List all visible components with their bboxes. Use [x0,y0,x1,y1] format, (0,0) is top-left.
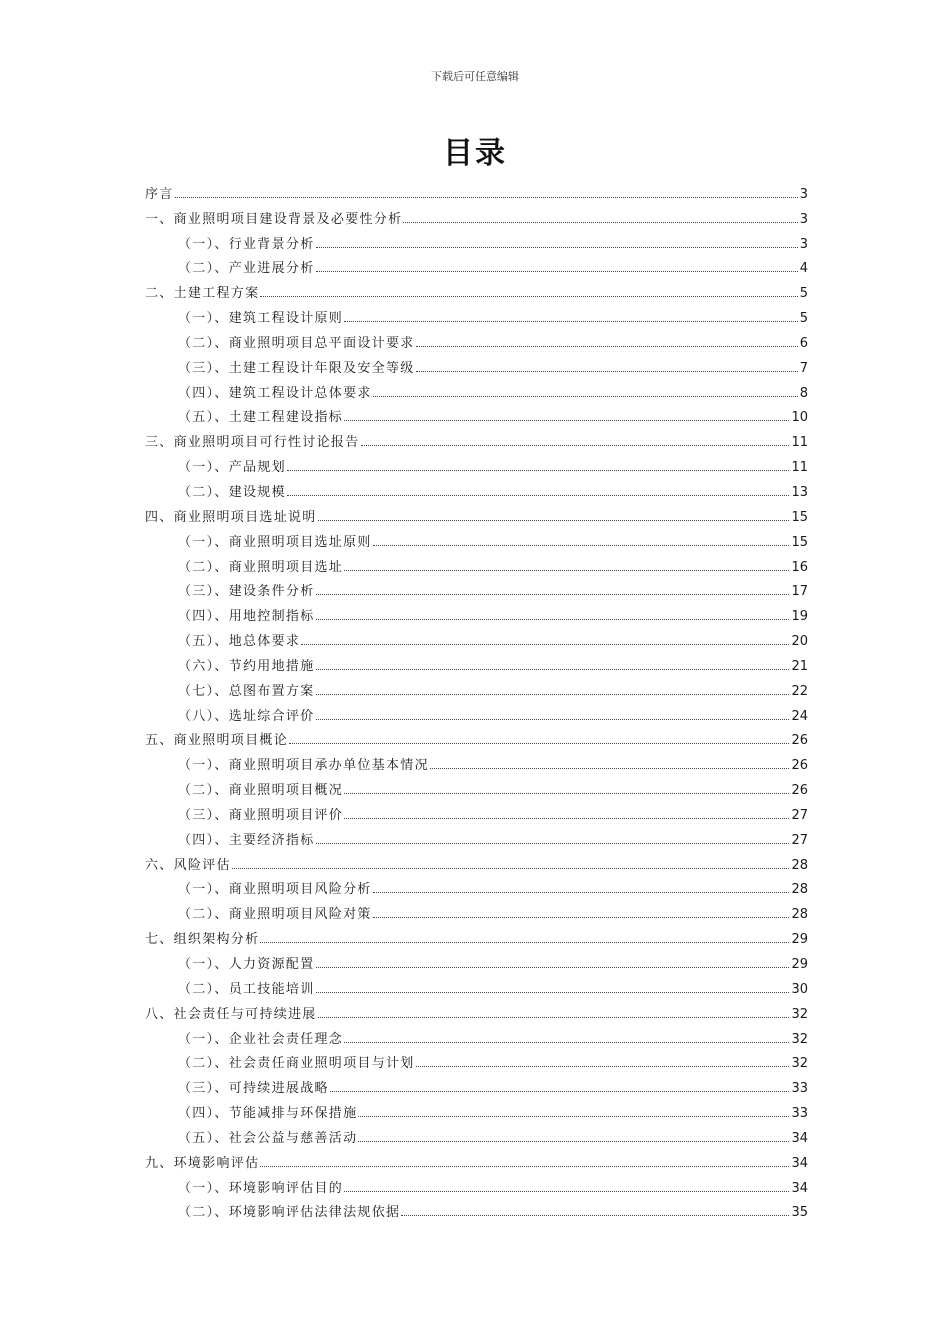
toc-entry-title: （三）、建设条件分析 [178,584,315,600]
toc-entry[interactable] [145,649,808,674]
toc-entry-title: 二、土建工程方案 [145,286,260,302]
toc-page-number: 10 [791,410,808,426]
toc-entry-title: 三、商业照明项目可行性讨论报告 [145,435,360,451]
toc-entry-title: （二）、建设规模 [178,484,286,500]
toc-page-number: 21 [791,658,808,674]
toc-dot-leader [401,1215,789,1216]
toc-entry-title: （一）、产品规划 [178,460,286,476]
toc-entry-title: （二）、商业照明项目选址 [178,559,344,575]
toc-page-number: 30 [791,981,808,997]
toc-page-number: 3 [799,236,808,252]
toc-dot-leader [232,868,790,869]
toc-entry-title: （一）、商业照明项目承办单位基本情况 [178,758,429,774]
toc-page-number: 33 [791,1081,808,1097]
toc-entry-title: （二）、社会责任商业照明项目与计划 [178,1056,415,1072]
toc-page-number: 29 [791,957,808,972]
toc-page-number: 5 [799,311,808,327]
toc-entry[interactable] [145,873,808,898]
toc-entry[interactable] [145,624,808,649]
toc-dot-leader [344,1191,789,1192]
toc-page-number: 11 [791,435,808,451]
page-title: 目录 [443,136,507,171]
toc-entry[interactable] [145,1196,808,1221]
toc-entry-title: （四）、主要经济指标 [178,832,315,848]
toc-dot-leader [318,520,790,521]
toc-entry[interactable] [145,500,808,525]
toc-entry[interactable] [145,773,808,798]
toc-entry[interactable] [145,922,808,947]
toc-entry[interactable] [145,575,808,600]
toc-dot-leader [260,1166,789,1167]
toc-dot-leader [316,719,790,720]
toc-page-number: 35 [791,1205,808,1221]
toc-entry-title: 七、组织架构分析 [145,932,260,948]
toc-entry-title: （一）、环境影响评估目的 [178,1180,344,1196]
toc-dot-leader [344,420,789,421]
toc-dot-leader [416,1066,790,1067]
toc-entry[interactable] [145,401,808,426]
toc-page-number: 16 [791,559,808,575]
toc-page-number: 11 [791,460,808,476]
toc-entry-title: 四、商业照明项目选址说明 [145,509,317,525]
toc-page-number: 15 [791,534,808,550]
toc-entry[interactable] [145,1047,808,1072]
toc-entry[interactable] [145,674,808,699]
toc-dot-leader [289,743,789,744]
toc-dot-leader [316,843,790,844]
toc-page-number: 32 [791,1031,808,1047]
toc-page-number: 27 [791,832,808,848]
toc-entry-title: （六）、节约用地措施 [178,658,315,674]
toc-dot-leader [316,594,790,595]
toc-dot-leader [316,967,790,968]
toc-entry[interactable] [145,550,808,575]
toc-page-number: 27 [791,807,808,823]
toc-dot-leader [358,1141,789,1142]
toc-entry[interactable] [145,376,808,401]
toc-dot-leader [430,768,790,769]
toc-entry[interactable] [145,475,808,500]
toc-page-number: 29 [791,932,808,948]
toc-page-number: 26 [791,783,808,799]
toc-entry-title: （五）、土建工程建设指标 [178,410,344,426]
toc-entry[interactable] [145,450,808,475]
toc-entry[interactable] [145,947,808,972]
toc-entry-title: （三）、商业照明项目评价 [178,807,344,823]
toc-entry-title: （一）、建筑工程设计原则 [178,311,344,327]
toc-entry-title: （三）、土建工程设计年限及安全等级 [178,360,415,376]
toc-entry[interactable] [145,252,808,277]
toc-entry-title: （七）、总图布置方案 [178,683,315,699]
toc-dot-leader [344,321,798,322]
toc-dot-leader [316,694,790,695]
toc-entry-title: （一）、商业照明项目选址原则 [178,534,372,550]
toc-entry-title: 一、商业照明项目建设背景及必要性分析 [145,211,403,227]
toc-entry[interactable] [145,724,808,749]
toc-dot-leader [344,793,789,794]
toc-entry-title: （二）、产业进展分析 [178,261,315,277]
toc-page-number: 7 [799,360,808,376]
toc-dot-leader [260,296,797,297]
toc-entry[interactable] [145,699,808,724]
toc-page-number: 28 [791,857,808,873]
toc-entry[interactable] [145,897,808,922]
toc-entry[interactable] [145,276,808,301]
toc-entry-title: （二）、商业照明项目总平面设计要求 [178,335,415,351]
toc-dot-leader [344,1042,789,1043]
toc-dot-leader [316,619,790,620]
toc-entry[interactable] [145,1121,808,1146]
toc-entry[interactable] [145,525,808,550]
toc-page-number: 8 [799,385,808,401]
toc-page-number: 28 [791,907,808,923]
toc-entry[interactable] [145,599,808,624]
toc-dot-leader [287,495,790,496]
toc-page-number: 32 [791,1056,808,1072]
toc-entry-title: （一）、行业背景分析 [178,236,315,252]
toc-page-number: 22 [791,683,808,699]
toc-dot-leader [316,271,798,272]
toc-entry[interactable] [145,1071,808,1096]
toc-page-number: 4 [799,261,808,277]
toc-page-number: 26 [791,758,808,774]
toc-page-number: 34 [791,1180,808,1196]
toc-entry[interactable] [145,1096,808,1121]
toc-dot-leader [316,669,790,670]
table-of-contents [145,177,808,1220]
toc-page-number: 26 [791,733,808,749]
toc-entry-title: 九、环境影响评估 [145,1155,260,1171]
toc-entry[interactable] [145,1171,808,1196]
toc-entry-title: 六、风险评估 [145,857,231,873]
toc-entry[interactable] [145,326,808,351]
toc-page-number: 6 [799,335,808,351]
toc-entry-title: （一）、企业社会责任理念 [178,1031,344,1047]
toc-page-number: 5 [799,286,808,302]
toc-page-number: 13 [791,484,808,500]
toc-dot-leader [403,222,797,223]
toc-entry-title: 序言 [145,186,174,202]
toc-entry-title: （二）、商业照明项目概况 [178,783,344,799]
toc-dot-leader [373,892,790,893]
toc-entry-title: （一）、人力资源配置 [178,957,315,972]
toc-dot-leader [344,570,789,571]
toc-entry-title: （一）、商业照明项目风险分析 [178,882,372,898]
toc-dot-leader [373,396,798,397]
toc-dot-leader [373,545,790,546]
toc-dot-leader [330,1091,790,1092]
toc-entry[interactable] [145,848,808,873]
toc-entry[interactable] [145,202,808,227]
toc-dot-leader [358,1116,789,1117]
toc-page-number: 24 [791,708,808,724]
toc-entry[interactable] [145,1146,808,1171]
header-note: 下载后可任意编辑 [431,70,519,83]
toc-page-number: 17 [791,584,808,600]
toc-entry[interactable] [145,1022,808,1047]
toc-entry-title: （二）、环境影响评估法律法规依据 [178,1205,401,1221]
toc-entry[interactable] [145,227,808,252]
toc-entry[interactable] [145,798,808,823]
toc-entry-title: 五、商业照明项目概论 [145,733,289,749]
toc-dot-leader [416,346,798,347]
toc-entry[interactable] [145,997,808,1022]
toc-entry-title: （四）、节能减排与环保措施 [178,1106,358,1122]
toc-entry[interactable] [145,748,808,773]
toc-page-number: 34 [791,1130,808,1146]
toc-page-number: 32 [791,1006,808,1022]
toc-page-number: 33 [791,1106,808,1122]
toc-entry-title: （五）、地总体要求 [178,634,301,650]
toc-dot-leader [416,371,798,372]
toc-entry-title: （四）、建筑工程设计总体要求 [178,385,372,401]
toc-entry-title: （三）、可持续进展战略 [178,1081,329,1097]
toc-entry-title: （四）、用地控制指标 [178,609,315,625]
toc-entry[interactable] [145,425,808,450]
toc-dot-leader [361,445,790,446]
toc-entry[interactable] [145,177,808,202]
toc-entry-title: （二）、商业照明项目风险对策 [178,907,372,923]
toc-entry[interactable] [145,301,808,326]
toc-entry-title: （五）、社会公益与慈善活动 [178,1130,358,1146]
toc-entry[interactable] [145,351,808,376]
toc-entry[interactable] [145,972,808,997]
toc-dot-leader [301,644,789,645]
toc-entry[interactable] [145,823,808,848]
toc-page-number: 19 [791,609,808,625]
toc-dot-leader [175,197,798,198]
toc-entry-title: 八、社会责任与可持续进展 [145,1006,317,1022]
toc-entry-title: （二）、员工技能培训 [178,981,315,997]
toc-page-number: 20 [791,634,808,650]
toc-page-number: 28 [791,882,808,898]
toc-dot-leader [316,247,798,248]
toc-dot-leader [318,1017,790,1018]
toc-dot-leader [260,942,789,943]
toc-dot-leader [316,992,790,993]
toc-page-number: 34 [791,1155,808,1171]
toc-page-number: 3 [799,186,808,202]
toc-dot-leader [373,917,790,918]
toc-page-number: 3 [799,211,808,227]
toc-dot-leader [344,818,789,819]
toc-page-number: 15 [791,509,808,525]
toc-entry-title: （八）、选址综合评价 [178,708,315,724]
toc-dot-leader [287,470,790,471]
